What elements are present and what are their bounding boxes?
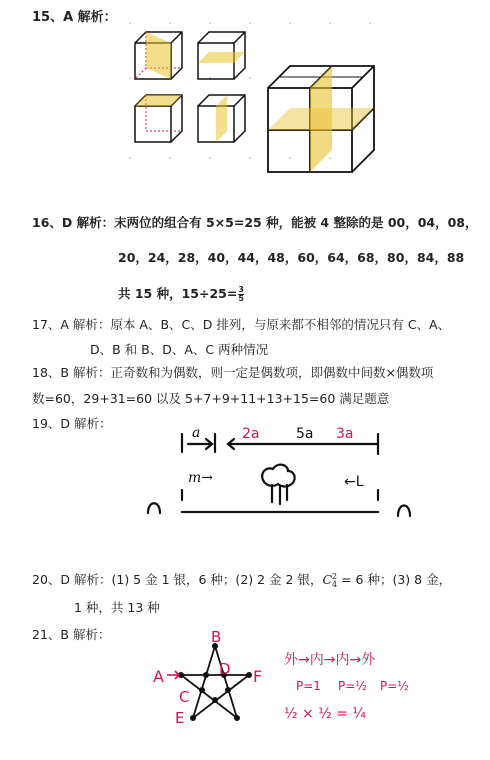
note-p1: P=1 [296, 679, 321, 693]
q16-frac-den: 5 [238, 294, 244, 303]
star-label-F: F [253, 667, 263, 686]
star-label-A: A [153, 667, 164, 686]
q21-star-figure [145, 630, 275, 730]
q21-label: 21、B 解析： [32, 627, 111, 642]
q17-line-1: 17、A 解析：原本 A、B、C、D 排列，与原来都不相邻的情况只有 C、A、 [32, 317, 451, 332]
q16-line-3 [118, 286, 244, 303]
q15-cube-figure [110, 18, 380, 188]
note-p2: P=½ [338, 679, 367, 693]
q19-label-5a: 5a [296, 426, 314, 442]
q18-line-2: 数=60，29+31=60 以及 5+7+9+11+13+15=60 满足题意 [32, 391, 390, 406]
q16-line-1: 16、D 解析：末两位的组合有 5×5=25 种，能被 4 整除的是 00，04，08， [32, 215, 478, 230]
q19-track-figure [140, 420, 430, 530]
q20-line-2: 1 种，共 13 种 [74, 600, 160, 615]
q19-label-a: a [192, 425, 201, 441]
q19-label-3a: 3a [336, 426, 354, 442]
q20-comb-letter: C [322, 572, 333, 587]
star-label-B: B [211, 630, 222, 646]
q20-line-1-prefix: 20、D 解析：(1) 5 金 1 银，6 种；(2) 2 金 2 银， [32, 572, 323, 587]
q16-frac-num: 3 [238, 285, 244, 294]
q19-label-2a: 2a [242, 426, 260, 442]
q19-label-m: m→ [188, 470, 214, 486]
note-p3: P=½ [380, 679, 409, 693]
q19-label: 19、D 解析： [32, 416, 112, 431]
note-product: ½ × ½ = ¼ [284, 706, 366, 722]
q17-line-2: D、B 和 B、D、A、C 两种情况 [90, 342, 269, 357]
q21-probability-note [282, 648, 462, 728]
q16-fraction [238, 286, 244, 303]
q18-line-1: 18、B 解析：正奇数和为偶数，则一定是偶数项，即偶数中间数×偶数项 [32, 365, 434, 380]
q19-label-l: ←L [344, 474, 364, 490]
star-label-D: D [219, 660, 231, 678]
q16-line-2: 20，24，28，40，44，48，60，64，68，80，84，88 [118, 250, 465, 265]
q20-line-1-suffix: = 6 种；(3) 8 金， [337, 572, 452, 587]
q20-line-1 [32, 572, 451, 589]
q20-comb-sup: 2 [332, 571, 338, 581]
q20-combination [322, 572, 337, 587]
star-label-C: C [179, 688, 190, 706]
note-path: 外→内→内→外 [284, 652, 376, 668]
q15-label: 15、A 解析： [32, 10, 117, 25]
q20-comb-sub: 4 [332, 579, 338, 589]
star-label-E: E [175, 709, 185, 727]
q16-line-3-text: 共 15 种，15÷25= [118, 286, 238, 301]
